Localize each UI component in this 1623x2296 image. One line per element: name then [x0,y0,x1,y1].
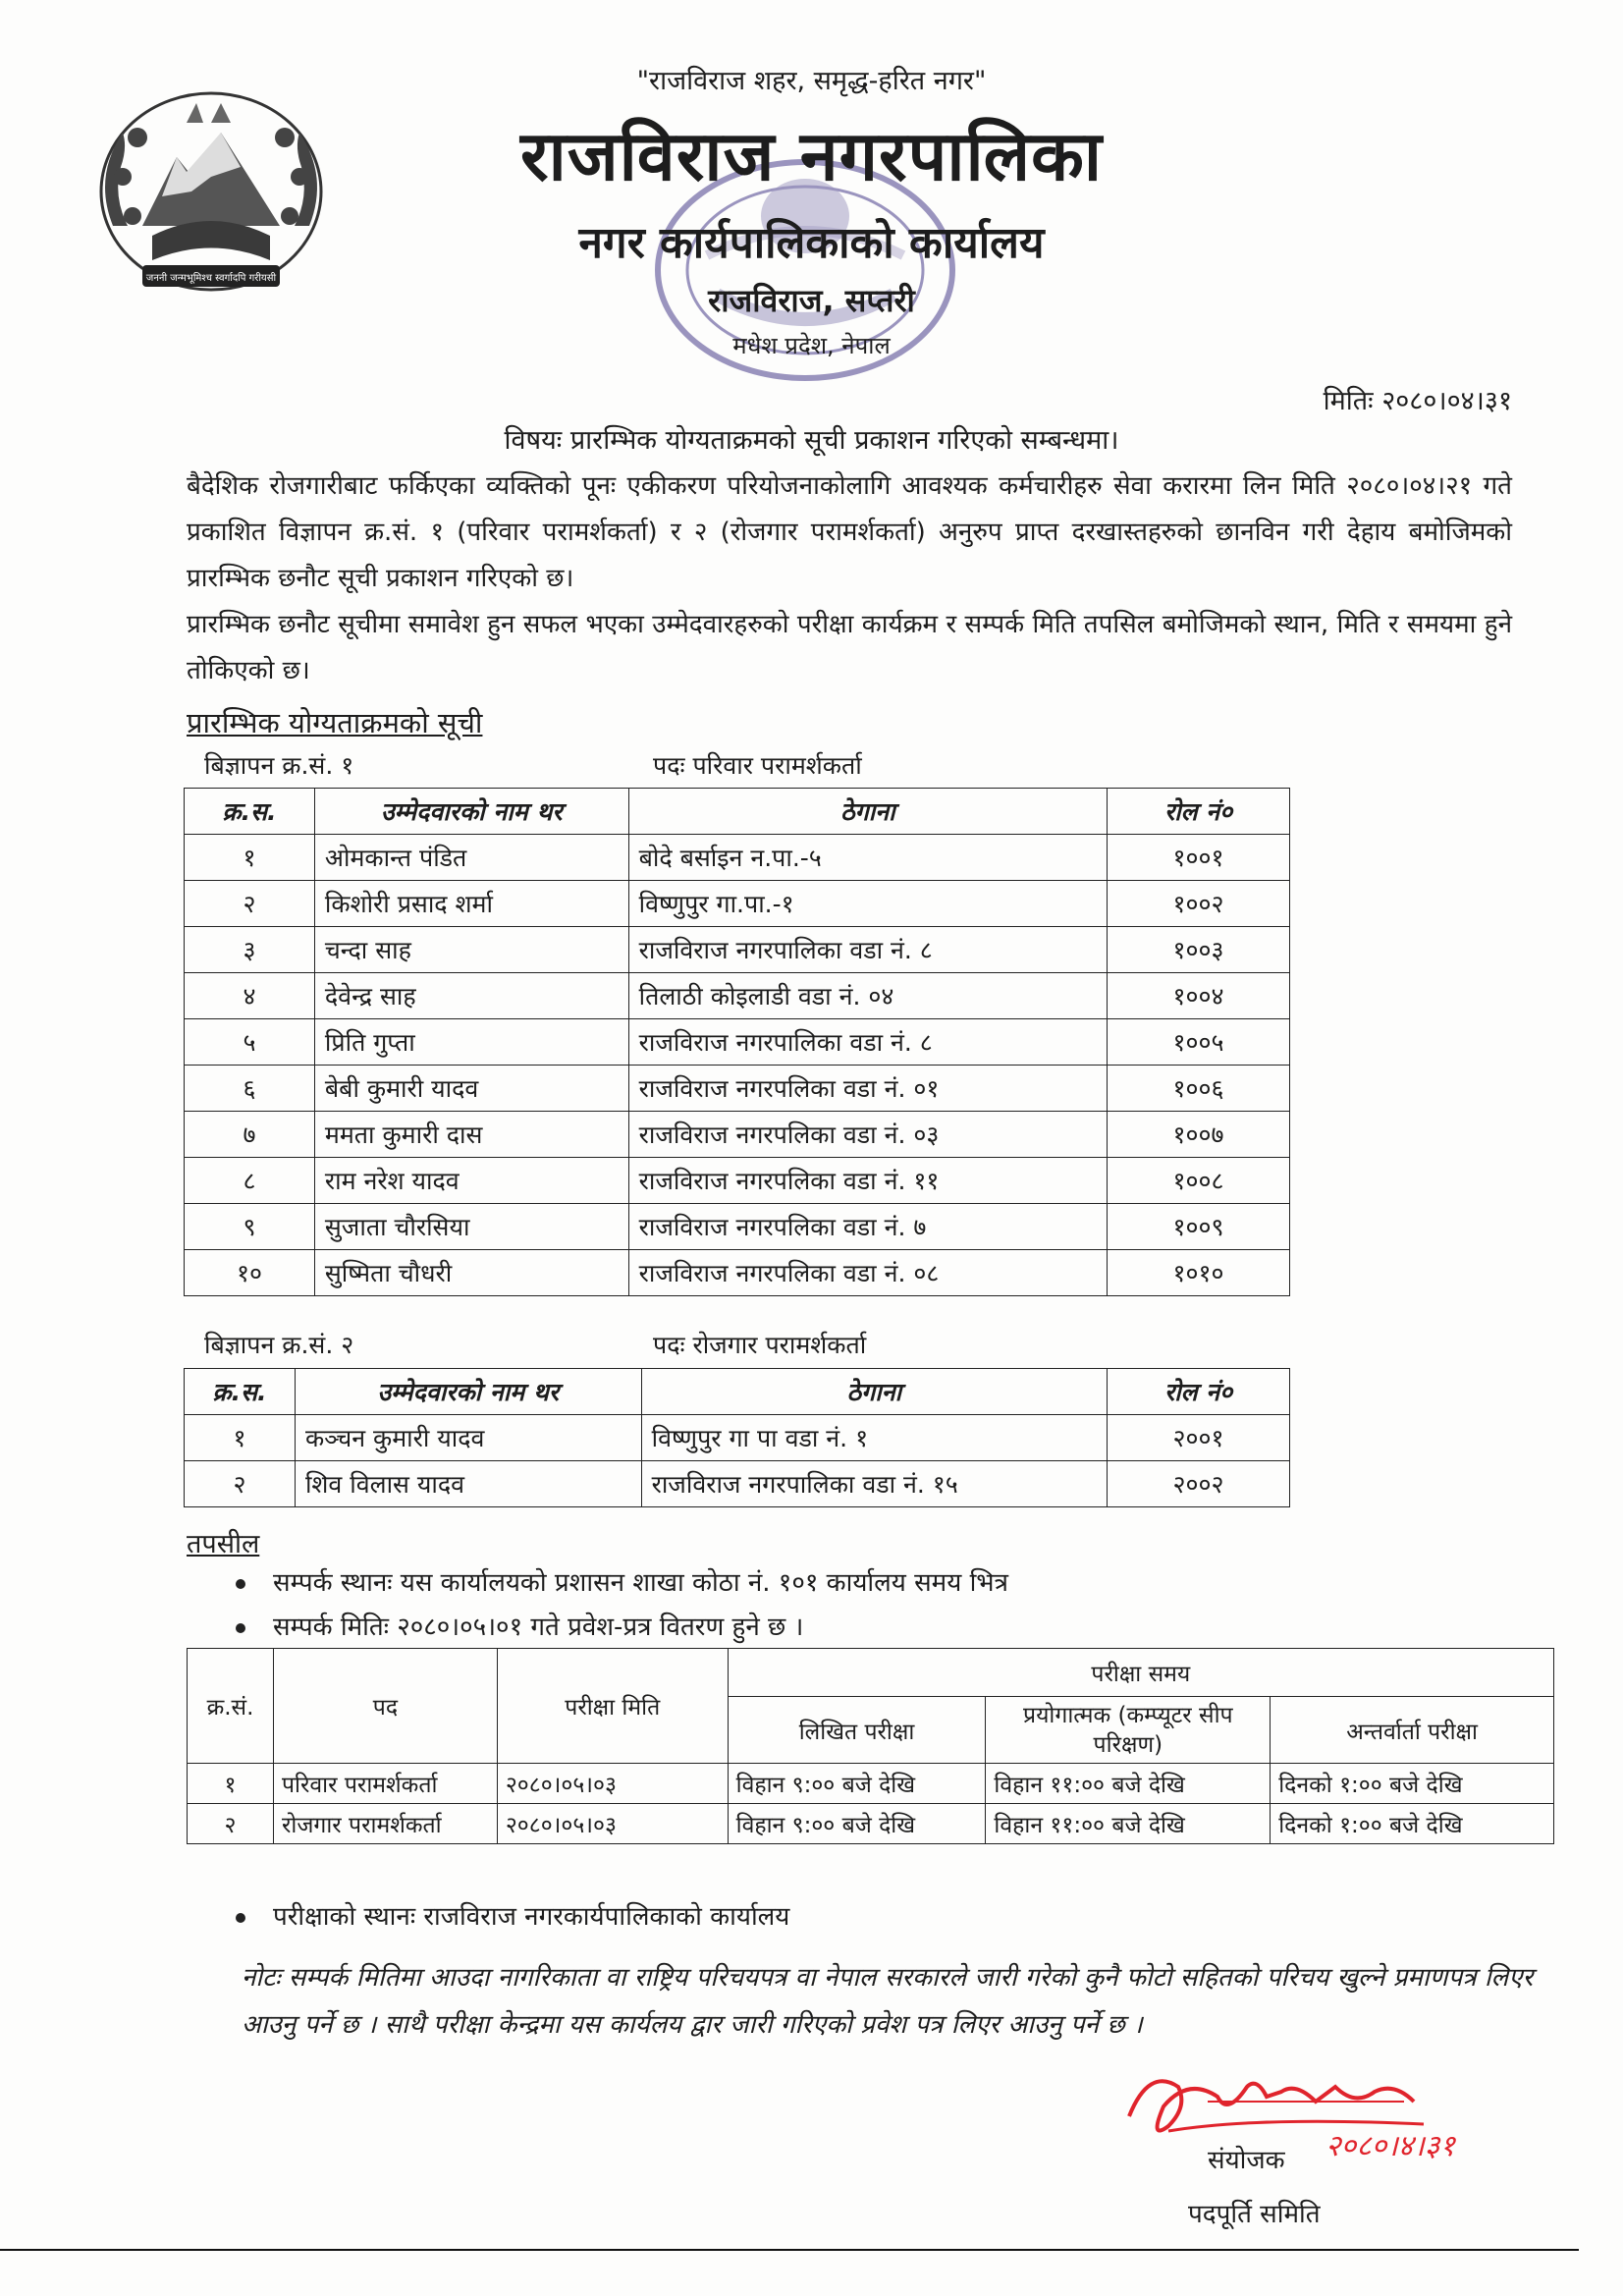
table-cell: २०८०।०५।०३ [497,1764,728,1804]
table-cell: बेबी कुमारी यादव [314,1066,628,1112]
table-header-row [185,1369,1290,1415]
table-cell: शिव विलास यादव [295,1461,641,1507]
table-cell: राजविराज नगरपलिका वडा नं. ११ [628,1158,1108,1204]
col-name: उम्मेदवारको नाम थर [295,1369,641,1415]
table-row [185,1461,1290,1507]
col-address: ठेगाना [628,789,1108,835]
emblem-caption: जननी जन्मभूमिश्च स्वर्गादपि गरीयसी [145,273,277,284]
table-cell: १००८ [1108,1158,1290,1204]
table-cell: विष्णुपुर गा.पा.-१ [628,881,1108,927]
table-row [185,881,1290,927]
table-row [185,1204,1290,1250]
table-cell: २०८०।०५।०३ [497,1804,728,1844]
exam-venue: परीक्षाको स्थानः राजविराज नगरकार्यपालिकाको कार्यालय [273,1902,790,1932]
intro-paragraph: बैदेशिक रोजगारीबाट फर्किएका व्यक्तिको पूनः एकीकरण परियोजनाकोलागि आवश्यक कर्मचारीहरु सेवा करारमा लिन मिति २०८०।०४।२१ गते प्रकाशित विज्ञापन क्र.सं. १ (परिवार परामर्शकर्ता) र २ (रोजगार परामर्शकर्ता) अनुरुप प्राप्त दरखास्तहरुको छानविन गरी देहाय बमोजिमको प्रारम्भिक छनौट सूची प्रकाशन गरिएको छ। [187,471,1512,593]
exam-col-practical: प्रयोगात्मक (कम्प्यूटर सीप परिक्षण) [986,1697,1271,1764]
table-cell: सुष्मिता चौधरी [314,1250,628,1296]
table-row [188,1804,1554,1844]
col-sn: क्र.स. [185,789,315,835]
office-name: नगर कार्यपालिकाको कार्यालय [578,218,1045,268]
table-cell: राजविराज नगरपलिका वडा नं. ०३ [628,1112,1108,1158]
signature-date: २०८०।४।३१ [1325,2129,1455,2163]
ad2-post: पदः रोजगार परामर्शकर्ता [653,1331,867,1359]
table-cell: ५ [185,1019,315,1066]
note: नोटः सम्पर्क मितिमा आउदा नागरिकाता वा राष्ट्रिय परिचयपत्र वा नेपाल सरकारले जारी गरेको कुनै फोटो सहितको परिचय खुल्ने प्रमाणपत्र लिएर आउनु पर्ने छ । साथै परीक्षा केन्द्रमा यस कार्यलय द्वार जारी गरिएको प्रवेश पत्र लिएर आउनु पर्ने छ । [242,1963,1534,2040]
table-cell: बोदे बर्साइन न.पा.-५ [628,835,1108,881]
table-cell: राजविराज नगरपालिका वडा नं. १५ [641,1461,1108,1507]
table-cell: १००७ [1108,1112,1290,1158]
table-cell: १००२ [1108,881,1290,927]
table-cell: १००४ [1108,973,1290,1019]
col-sn: क्र.स. [185,1369,296,1415]
table-cell: तिलाठी कोइलाडी वडा नं. ०४ [628,973,1108,1019]
slogan: "राजविराज शहर, समृद्ध-हरित नगर" [636,66,987,96]
municipality-name: राजविराज नगरपालिका [519,116,1104,196]
col-roll: रोल नं० [1108,789,1290,835]
table-row [185,1066,1290,1112]
table-cell: परिवार परामर्शकर्ता [273,1764,497,1804]
signatory-role: संयोजक [1208,2146,1285,2175]
table-header-row [185,789,1290,835]
table-cell: १००६ [1108,1066,1290,1112]
table-cell: विष्णुपुर गा पा वडा नं. १ [641,1415,1108,1461]
table-cell: १ [188,1764,274,1804]
table-row [185,927,1290,973]
table-cell: ६ [185,1066,315,1112]
table-cell: १००९ [1108,1204,1290,1250]
exam-col-post: पद [273,1649,497,1764]
ad2-number: बिज्ञापन क्र.सं. २ [204,1331,354,1359]
col-name: उम्मेदवारको नाम थर [314,789,628,835]
table-row [185,1415,1290,1461]
table-row [185,1250,1290,1296]
table-cell: सुजाता चौरसिया [314,1204,628,1250]
table-cell: २००२ [1108,1461,1290,1507]
signature-icon [1109,2048,1463,2165]
table-cell: राम नरेश यादव [314,1158,628,1204]
list-item [236,1897,789,1933]
table-cell: २ [188,1804,274,1844]
table-cell: दिनको १:०० बजे देखि [1271,1764,1554,1804]
list-item [236,1563,1008,1599]
table-cell: १००५ [1108,1019,1290,1066]
table-cell: कञ्चन कुमारी यादव [295,1415,641,1461]
office-city: राजविराज, सप्तरी [708,282,915,319]
table-cell: ४ [185,973,315,1019]
exam-col-sn: क्र.सं. [188,1649,274,1764]
table-cell: ३ [185,927,315,973]
table-cell: राजविराज नगरपलिका वडा नं. ०८ [628,1250,1108,1296]
list-item [236,1608,803,1643]
table-cell: ९ [185,1204,315,1250]
bottom-divider [0,2249,1579,2251]
table-cell: १ [185,835,315,881]
list-title: प्रारम्भिक योग्यताक्रमको सूची [187,706,483,739]
table-cell: देवेन्द्र साह [314,973,628,1019]
exam-col-written: लिखित परीक्षा [728,1697,986,1764]
ad2-candidates-table [184,1368,1290,1507]
table-cell: किशोरी प्रसाद शर्मा [314,881,628,927]
bullet-icon [236,1579,245,1589]
table-row [185,1158,1290,1204]
table-cell: १००१ [1108,835,1290,881]
table-cell: २००१ [1108,1415,1290,1461]
exam-col-interview: अन्तर्वार्ता परीक्षा [1271,1697,1554,1764]
table-cell: १००३ [1108,927,1290,973]
table-cell: रोजगार परामर्शकर्ता [273,1804,497,1844]
table-cell: राजविराज नगरपलिका वडा नं. ७ [628,1204,1108,1250]
table-cell: विहान ९:०० बजे देखि [728,1804,986,1844]
table-cell: ८ [185,1158,315,1204]
exam-col-time: परीक्षा समय [728,1649,1553,1697]
table-cell: २ [185,1461,296,1507]
ad1-post: पदः परिवार परामर्शकर्ता [653,751,862,780]
table-row [188,1764,1554,1804]
table-row [185,835,1290,881]
table-cell: १०१० [1108,1250,1290,1296]
bullet-icon [236,1623,245,1633]
table-cell: ओमकान्त पंडित [314,835,628,881]
ad1-number: बिज्ञापन क्र.सं. १ [204,751,354,780]
table-cell: १ [185,1415,296,1461]
committee-name: पदपूर्ति समिति [1188,2200,1321,2229]
notice-subject: विषयः प्रारम्भिक योग्यताक्रमको सूची प्रकाशन गरिएको सम्बन्धमा। [504,425,1119,456]
table-row [185,1112,1290,1158]
exam-col-date: परीक्षा मिति [497,1649,728,1764]
table-cell: विहान ११:०० बजे देखि [986,1764,1271,1804]
col-roll: रोल नं० [1108,1369,1290,1415]
table-cell: २ [185,881,315,927]
contact-place: सम्पर्क स्थानः यस कार्यालयको प्रशासन शाखा कोठा नं. १०१ कार्यालय समय भित्र [273,1568,1008,1598]
table-cell: विहान ९:०० बजे देखि [728,1764,986,1804]
col-address: ठेगाना [641,1369,1108,1415]
table-cell: १० [185,1250,315,1296]
exam-schedule-table [187,1648,1554,1844]
notice-date: मितिः २०८०।०४।३१ [1323,386,1512,416]
ad1-candidates-table [184,788,1290,1296]
table-row [185,973,1290,1019]
table-cell: ममता कुमारी दास [314,1112,628,1158]
tapsil-title: तपसील [187,1529,260,1559]
table-cell: प्रिति गुप्ता [314,1019,628,1066]
table-cell: राजविराज नगरपालिका वडा नं. ८ [628,927,1108,973]
table-cell: राजविराज नगरपलिका वडा नं. ०१ [628,1066,1108,1112]
contact-date: सम्पर्क मितिः २०८०।०५।०१ गते प्रवेश-प्रत्र वितरण हुने छ । [273,1613,804,1642]
office-province: मधेश प्रदेश, नेपाल [732,332,891,359]
table-row [185,1019,1290,1066]
bullet-icon [236,1913,245,1923]
table-cell: विहान ११:०० बजे देखि [986,1804,1271,1844]
schedule-paragraph: प्रारम्भिक छनौट सूचीमा समावेश हुन सफल भएका उम्मेदवारहरुको परीक्षा कार्यक्रम र सम्पर्क मिति तपसिल बमोजिमको स्थान, मिति र समयमा हुने तोकिएको छ। [187,610,1512,685]
table-cell: राजविराज नगरपालिका वडा नं. ८ [628,1019,1108,1066]
table-cell: दिनको १:०० बजे देखि [1271,1804,1554,1844]
table-cell: चन्दा साह [314,927,628,973]
table-cell: ७ [185,1112,315,1158]
